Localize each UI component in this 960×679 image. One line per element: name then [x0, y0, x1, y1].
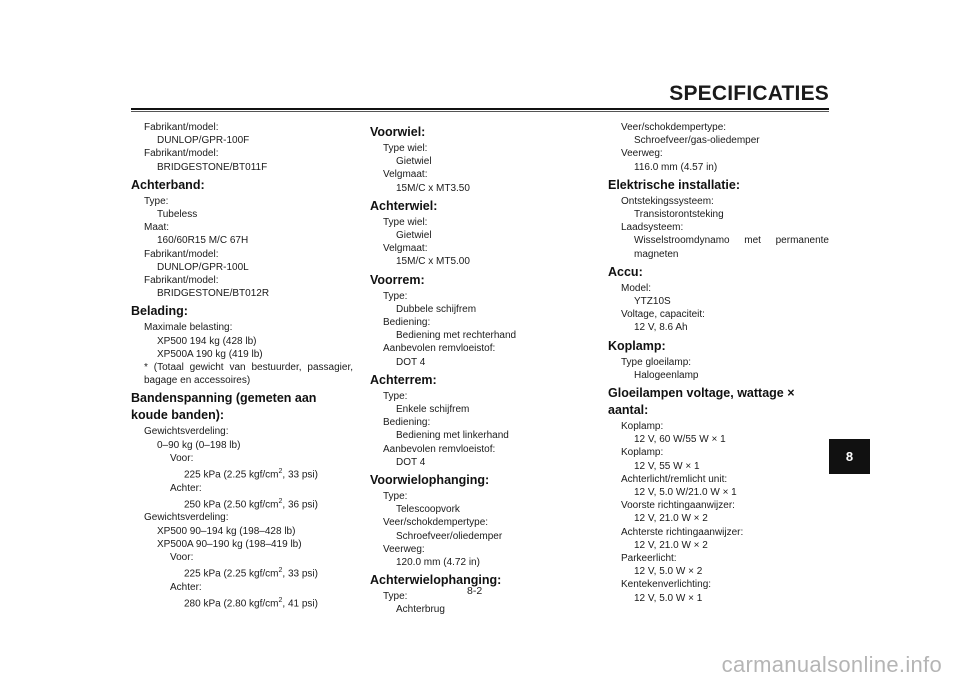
spec-label: Type:: [383, 290, 408, 302]
spec-label: Fabrikant/model:: [144, 248, 219, 260]
spec-value: DUNLOP/GPR-100F: [157, 135, 250, 147]
spec-value: Gietwiel: [396, 156, 432, 168]
spec-value: 250 kPa (2.50 kgf/$cm^2$, 36 psi): [184, 497, 318, 511]
column-middle: [370, 121, 590, 617]
spec-label: Parkeerlicht:: [621, 553, 677, 565]
spec-label: Bediening:: [383, 317, 431, 329]
spec-value: Dubbele schijfrem: [396, 303, 477, 315]
spec-value: XP500A 90–190 kg (198–419 lb): [157, 538, 302, 550]
spec-value: Bediening met linkerhand: [396, 430, 509, 442]
spec-label: Koplamp:: [621, 447, 664, 459]
spec-value: 0–90 kg (0–198 lb): [157, 439, 241, 451]
spec-label: Bediening:: [383, 417, 431, 429]
section-heading-achterwiel: Achterwiel:: [370, 198, 438, 213]
spec-label: Koplamp:: [621, 421, 664, 433]
section-heading-koplamp: Koplamp:: [608, 338, 666, 353]
spec-value: XP500 90–194 kg (198–428 lb): [157, 525, 296, 537]
spec-label: Voltage, capaciteit:: [621, 309, 705, 321]
spec-value: 225 kPa (2.25 kgf/$cm^2$, 33 psi): [184, 567, 318, 580]
spec-label: Maat:: [144, 222, 170, 234]
spec-label: Achterste richtingaanwijzer:: [621, 526, 744, 538]
spec-value: YTZ10S: [634, 296, 671, 308]
spec-label: Gewichtsverdeling:: [144, 426, 229, 438]
spec-label: Veerweg:: [383, 543, 425, 555]
spec-label: Kentekenverlichting:: [621, 579, 712, 591]
spec-value: 12 V, 5.0 W × 2: [634, 566, 703, 578]
spec-value: Achterbrug: [396, 604, 445, 616]
spec-value: 12 V, 21.0 W × 2: [634, 539, 708, 551]
spec-value: Schroefveer/gas-oliedemper: [634, 135, 760, 147]
watermark: carmanualsonline.info: [721, 652, 942, 677]
spec-value: Telescoopvork: [396, 504, 460, 516]
spec-value: Enkele schijfrem: [396, 404, 470, 416]
spec-value: 12 V, 5.0 W × 1: [634, 592, 703, 604]
spec-label: Fabrikant/model:: [144, 275, 219, 287]
spec-label: Voorste richtingaanwijzer:: [621, 500, 735, 512]
page-title: SPECIFICATIES: [669, 82, 829, 105]
section-heading-voorwiel: Voorwiel:: [370, 125, 426, 139]
header-rule-thin: [131, 111, 829, 112]
spec-label: Veer/schokdempertype:: [383, 517, 489, 529]
spec-value: 15M/C x MT5.00: [396, 256, 470, 268]
spec-label: Type:: [383, 491, 408, 503]
spec-label: Model:: [621, 282, 652, 294]
spec-label: Aanbevolen remvloeistof:: [383, 443, 496, 455]
spec-value: 12 V, 21.0 W × 2: [634, 513, 708, 525]
spec-label: Achter:: [170, 581, 202, 593]
spec-value: 280 kPa (2.80 kgf/$cm^2$, 41 psi): [184, 596, 318, 610]
spec-label: Achterlicht/remlicht unit:: [621, 473, 728, 485]
spec-value: DOT 4: [396, 356, 426, 368]
spec-value: XP500A 190 kg (419 lb): [157, 348, 263, 360]
spec-label: Type wiel:: [383, 143, 428, 154]
spec-value: XP500 194 kg (428 lb): [157, 335, 257, 347]
spec-value: DUNLOP/GPR-100L: [157, 261, 249, 273]
section-heading-voorrem: Voorrem:: [370, 272, 425, 287]
spec-label: Aanbevolen remvloeistof:: [383, 343, 496, 355]
spec-value: Transistorontsteking: [634, 209, 724, 221]
column-left: [131, 121, 353, 610]
spec-value: 160/60R15 M/C 67H: [157, 235, 249, 247]
spec-value: Tubeless: [157, 209, 198, 221]
section-heading-belading: Belading:: [131, 304, 188, 319]
spec-label: Velgmaat:: [383, 169, 428, 181]
spec-label: Type:: [383, 591, 408, 603]
spec-value: DOT 4: [396, 456, 426, 468]
spec-label: Veer/schokdempertype:: [621, 122, 727, 133]
spec-label: Fabrikant/model:: [144, 148, 219, 160]
spec-value: 116.0 mm (4.57 in): [634, 161, 718, 173]
spec-label: Maximale belasting:: [144, 322, 233, 334]
spec-label: Type gloeilamp:: [621, 356, 692, 368]
section-heading-achterband: Achterband:: [131, 177, 205, 192]
section-heading-achterwielophanging: Achterwielophanging:: [370, 573, 502, 588]
spec-label: Velgmaat:: [383, 243, 428, 255]
spec-value: 12 V, 8.6 Ah: [634, 322, 688, 334]
spec-label: Type wiel:: [383, 216, 428, 228]
section-heading-accu: Accu:: [608, 264, 643, 279]
section-heading-elektrische-installatie: Elektrische installatie:: [608, 177, 741, 192]
spec-value: Gietwiel: [396, 230, 432, 242]
header-rule: [131, 108, 829, 110]
section-heading-voorwielophanging: Voorwielophanging:: [370, 473, 490, 488]
section-heading-achterrem: Achterrem:: [370, 372, 437, 387]
footnote: * (Totaal gewicht van bestuurder, passagier, bagage en accessoires): [144, 362, 353, 387]
spec-value: Schroefveer/oliedemper: [396, 530, 503, 542]
spec-label: Type:: [144, 195, 169, 207]
spec-label: Laadsysteem:: [621, 222, 684, 234]
spec-value: 15M/C x MT3.50: [396, 182, 470, 194]
spec-value: Bediening met rechterhand: [396, 330, 517, 342]
spec-label: Fabrikant/model:: [144, 122, 219, 133]
spec-value: BRIDGESTONE/BT011F: [157, 161, 268, 173]
spec-label: Voor:: [170, 551, 194, 563]
chapter-tab: 8: [829, 439, 870, 474]
spec-value: 12 V, 5.0 W/21.0 W × 1: [634, 487, 737, 499]
spec-label: Type:: [383, 390, 408, 402]
spec-label: Achter:: [170, 482, 202, 494]
spec-value: BRIDGESTONE/BT012R: [157, 288, 270, 300]
spec-value: 12 V, 55 W × 1: [634, 460, 700, 472]
column-right: [608, 121, 829, 605]
spec-label: Voor:: [170, 452, 194, 464]
spec-value: 12 V, 60 W/55 W × 1: [634, 434, 726, 446]
page-number: 8-2: [467, 585, 483, 597]
section-heading-bandenspanning: Bandenspanning (gemeten aan koude banden):: [131, 391, 317, 423]
section-heading-gloeilampen: Gloeilampen voltage, wattage × aantal:: [608, 386, 795, 418]
spec-value: Wisselstroomdynamo met permanente magneten: [634, 235, 829, 260]
spec-value: 120.0 mm (4.72 in): [396, 557, 480, 569]
spec-value: 225 kPa (2.25 kgf/$cm^2$, 33 psi): [184, 468, 318, 481]
spec-value: Halogeenlamp: [634, 369, 699, 381]
spec-label: Ontstekingssysteem:: [621, 195, 714, 207]
spec-label: Gewichtsverdeling:: [144, 512, 229, 524]
spec-label: Veerweg:: [621, 148, 663, 160]
